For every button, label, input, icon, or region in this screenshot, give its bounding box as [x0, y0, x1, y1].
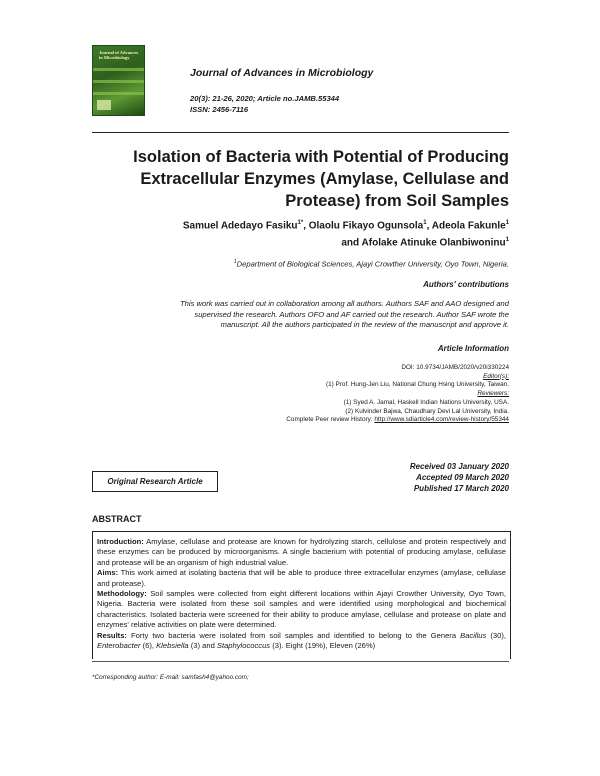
journal-citation: 20(3): 21-26, 2020; Article no.JAMB.55344: [190, 94, 340, 103]
abstract-aims: Aims: This work aimed at isolating bacteria that will be able to produce three extracellular enzymes (amylase, cellulase and protease).: [97, 568, 506, 588]
contrib-line: supervised the research. Authors OFO and AF carried out the research. Author SAF wrote the: [194, 309, 509, 319]
article-dates: [300, 461, 509, 494]
author-name: , Adeola Fakunle: [426, 220, 506, 232]
journal-cover-image: [92, 45, 145, 116]
contrib-line: manuscript. All the authors participated in the review of the manuscript and approve it.: [220, 320, 509, 329]
abstract-methodology: Methodology: Soil samples were collected from eight different locations within Ajayi Crowther University, Oyo Town, Nigeria. Bacteria were isolated from these soil samples and were identified using morphological and biochemical characteristics. Isolated bacteria were screened for their ability to produce amylase, cellulase and protease on plate and enzymes' relative activities on plate were determined.: [97, 589, 506, 630]
reviewer-item: (2) Kulvinder Bajwa, Chaudhary Devi Lal University, India.: [345, 407, 509, 415]
contributions-text: [92, 299, 509, 331]
review-history: [200, 416, 509, 425]
review-history-link[interactable]: http://www.sdiarticle4.com/review-history/55344: [374, 416, 509, 424]
author-sup: 1: [505, 220, 509, 226]
header-divider: [92, 132, 509, 133]
affiliation: [92, 259, 509, 269]
author-name: , Olaolu Fikayo Ogunsola: [303, 220, 424, 232]
title-line: Protease) from Soil Samples: [285, 192, 509, 210]
journal-name: Journal of Advances in Microbiology: [190, 67, 374, 79]
doi: DOI: 10.9734/JAMB/2020/v20i330224: [401, 364, 509, 371]
author-sup: 1: [423, 220, 427, 226]
abstract-heading: ABSTRACT: [92, 514, 142, 524]
article-title: [92, 146, 509, 212]
abstract-box: [92, 531, 511, 659]
title-line: Extracellular Enzymes (Amylase, Cellulase and: [140, 170, 509, 188]
affiliation-sup: 1: [233, 259, 237, 265]
publisher-logo-icon: [97, 100, 111, 110]
abstract-results: Results: Forty two bacteria were isolated from soil samples and identified to belong to the Genera Bacillus (30), Enterobacter (6), Klebsiella (3) and Staphylococcus (3). Eight (19%), Eleven (26%): [97, 630, 506, 651]
reviewer-item: (1) Syed A. Jamal, Haskell Indian Nations University, USA.: [343, 398, 509, 406]
accepted-date: Accepted 09 March 2020: [416, 473, 509, 482]
contrib-line: This work was carried out in collaboration among all authors. Authors SAF and AAO designed and: [180, 299, 509, 308]
title-line: Isolation of Bacteria with Potential of Producing: [133, 148, 509, 166]
author-sup: 1: [505, 237, 509, 244]
corresponding-author: *Corresponding author: E-mail: samfash4@yahoo.com;: [92, 674, 249, 681]
article-type-badge: Original Research Article: [92, 471, 218, 492]
author-name: and Afolake Atinuke Olanbiwoninu: [341, 237, 506, 249]
editor-label: Editor(s):: [483, 372, 509, 380]
author-list: [92, 216, 509, 251]
article-info-heading: Article Information: [437, 344, 509, 353]
history-label: Complete Peer review History:: [286, 416, 375, 424]
author-sup: 1*: [297, 220, 304, 226]
affiliation-text: Department of Biological Sciences, Ajayi Crowther University, Oyo Town, Nigeria.: [236, 259, 509, 269]
published-date: Published 17 March 2020: [413, 484, 509, 493]
abstract-introduction: Introduction: Amylase, cellulase and protease are known for hydrolyzing starch, cellulose and protein respectively and these enzymes can be produced by microorganisms. A single bacterium with potential of producing amylase, cellulase and protease will be an organism of high industrial value.: [97, 537, 506, 567]
reviewers-label: Reviewers:: [477, 390, 509, 398]
editor-item: (1) Prof. Hung-Jen Liu, National Chung Hsing University, Taiwan.: [325, 381, 509, 389]
journal-citation-block: [190, 93, 339, 115]
author-name: Samuel Adedayo Fasiku: [182, 220, 298, 232]
footnote-divider: [92, 661, 509, 662]
contributions-heading: Authors' contributions: [423, 280, 509, 289]
journal-issn: ISSN: 2456-7116: [190, 105, 249, 114]
received-date: Received 03 January 2020: [409, 462, 509, 471]
article-info: [200, 364, 509, 425]
cover-title: Journal of Advances in Microbiology: [99, 50, 139, 60]
